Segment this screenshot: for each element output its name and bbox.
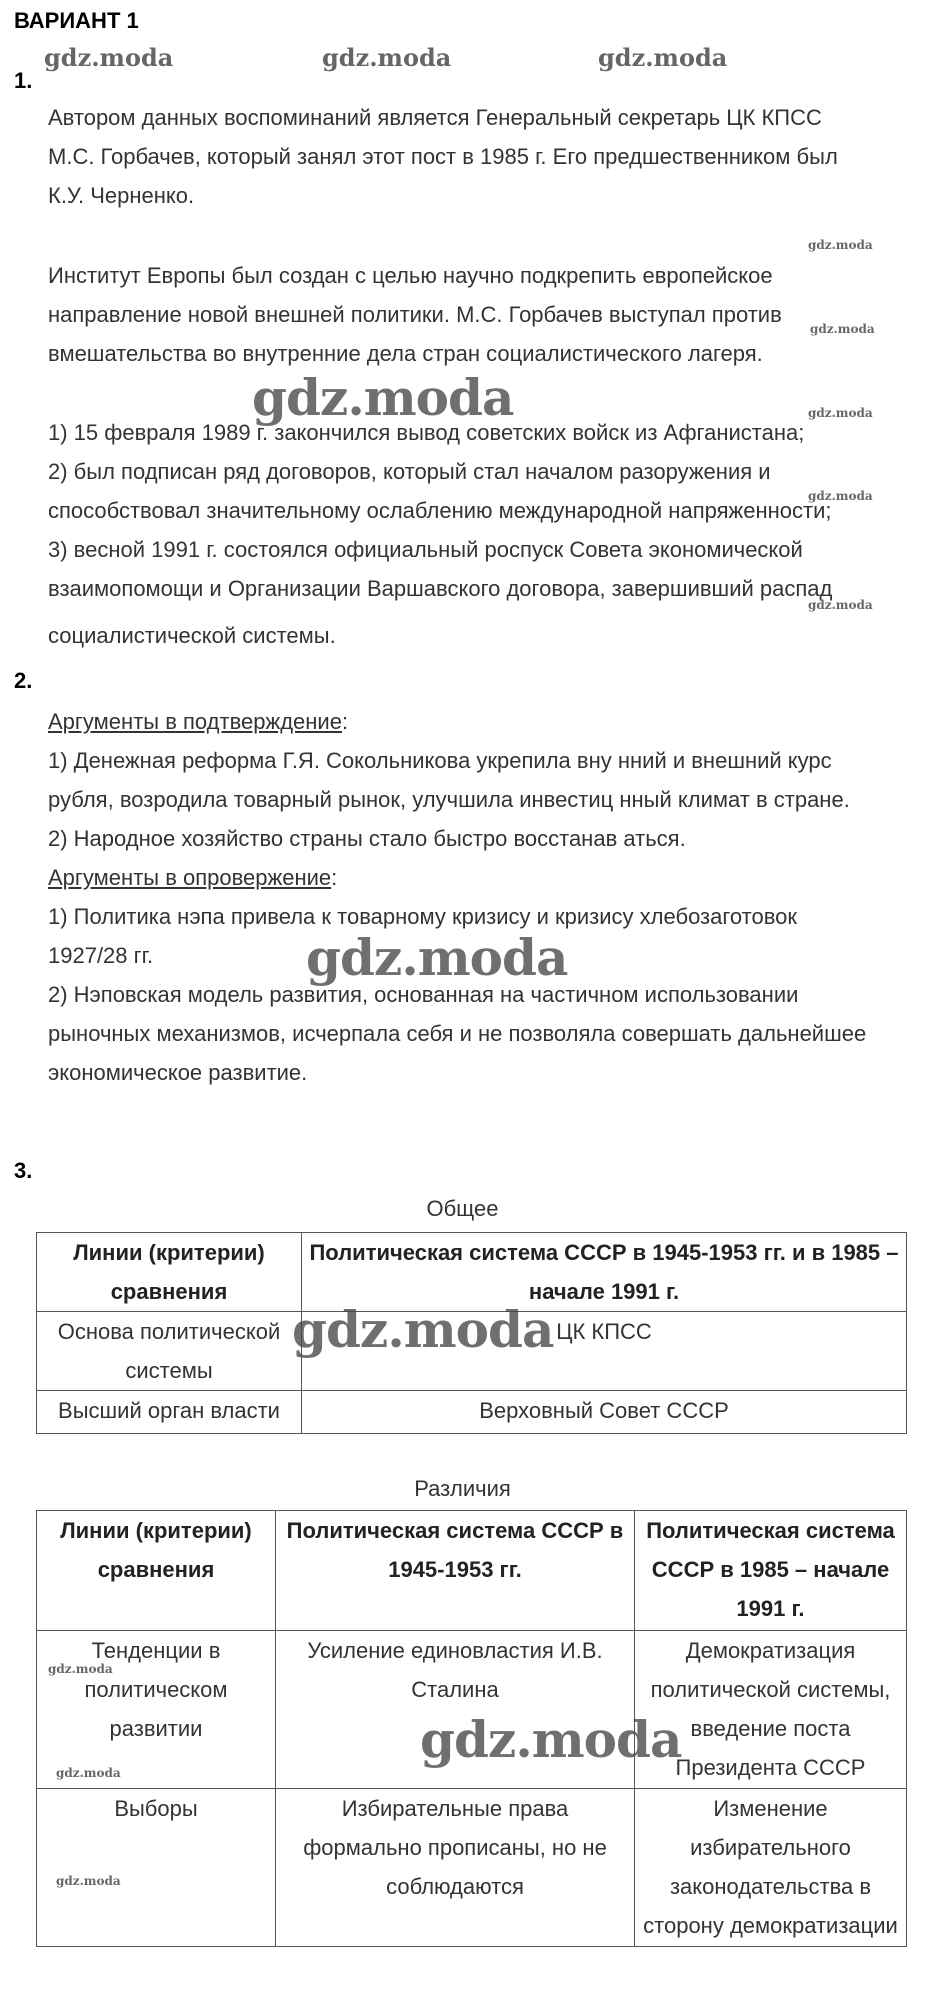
pro-heading: Аргументы в подтверждение [48, 709, 342, 734]
table-cell: Верховный Совет СССР [302, 1391, 907, 1434]
table-cell: Избирательные права формально прописаны, но не соблюдаются [276, 1789, 635, 1947]
text-line: 1) Политика нэпа привела к товарному кризису и кризису хлебозаготовок [48, 904, 798, 929]
table-cell: ЦК КПСС [302, 1312, 907, 1391]
watermark: gdz.moda [56, 1874, 121, 1888]
watermark: gdz.moda [808, 406, 873, 420]
text-line: вмешательства во внутренние дела стран социалистического лагеря. [48, 341, 763, 366]
text-line: 2) был подписан ряд договоров, который стал началом разоружения и [48, 459, 771, 484]
text-line: 1927/28 гг. [48, 943, 154, 968]
con-heading-line [48, 858, 337, 897]
text-line: М.С. Горбачев, который занял этот пост в 1985 г. Его предшественником был [48, 144, 838, 169]
watermark: gdz.moda [292, 1300, 554, 1359]
watermark: gdz.moda [322, 43, 452, 72]
header-cell: Политическая система СССР в 1945-1953 гг. [276, 1511, 635, 1631]
text-line: Институт Европы был создан с целью научно подкрепить европейское [48, 263, 773, 288]
text-line: социалистической системы. [48, 623, 336, 648]
table-cell: Тенденции в политическом развитии [37, 1631, 276, 1789]
table-caption-common: Общее [426, 1196, 499, 1221]
text-line: направление новой внешней политики. М.С. Горбачев выступал против [48, 302, 782, 327]
text-line: способствовал значительному ослаблению международной напряженности; [48, 498, 832, 523]
pro-heading-line [48, 702, 348, 741]
watermark: gdz.moda [808, 598, 873, 612]
text-line: взаимопомощи и Организации Варшавского договора, завершивший распад [48, 576, 833, 601]
watermark: gdz.moda [598, 43, 728, 72]
header-cell: Линии (критерии) сравнения [37, 1233, 302, 1312]
table-cell: Выборы [37, 1789, 276, 1947]
watermark: gdz.moda [420, 1710, 682, 1769]
table-cell: Изменение избирательного законодательства в сторону демократизации [635, 1789, 907, 1947]
colon: : [341, 709, 349, 734]
table-cell: Основа политической системы [37, 1312, 302, 1391]
text-line: рыночных механизмов, исчерпала себя и не позволяла совершать дальнейшее [48, 1021, 867, 1046]
watermark: gdz.moda [808, 489, 873, 503]
question-number: 1. [14, 68, 33, 93]
watermark: gdz.moda [252, 368, 514, 427]
header-cell: Политическая система СССР в 1945-1953 гг. и в 1985 – начале 1991 г. [302, 1233, 907, 1312]
watermark: gdz.moda [44, 43, 174, 72]
text-line: рубля, возродила товарный рынок, улучшила инвестиц нный климат в стране. [48, 787, 850, 812]
watermark: gdz.moda [808, 238, 873, 252]
text-line: 2) Народное хозяйство страны стало быстро восстанав аться. [48, 826, 686, 851]
text-line: 3) весной 1991 г. состоялся официальный роспуск Совета экономической [48, 537, 803, 562]
con-heading: Аргументы в опровержение [48, 865, 332, 890]
text-line: 2) Нэповская модель развития, основанная на частичном использовании [48, 982, 799, 1007]
question-number: 2. [14, 668, 33, 693]
table-cell: Демократизация политической системы, введение поста Президента СССР [635, 1631, 907, 1789]
watermark: gdz.moda [306, 928, 568, 987]
text-line: экономическое развитие. [48, 1060, 308, 1085]
text-line: 1) Денежная реформа Г.Я. Сокольникова укрепила вну нний и внешний курс [48, 748, 832, 773]
colon: : [331, 865, 338, 890]
watermark: gdz.moda [56, 1766, 121, 1780]
header-cell: Политическая система СССР в 1985 – начале 1991 г. [635, 1511, 907, 1631]
text-line: Автором данных воспоминаний является Генеральный секретарь ЦК КПСС [48, 105, 822, 130]
text-line: 1) 15 февраля 1989 г. закончился вывод советских войск из Афганистана; [48, 420, 805, 445]
table-caption-differences: Различия [414, 1476, 511, 1501]
table-cell: Усиление единовластия И.В. Сталина [276, 1631, 635, 1789]
variant-title: ВАРИАНТ 1 [14, 8, 139, 33]
watermark: gdz.moda [810, 322, 875, 336]
watermark: gdz.moda [48, 1662, 113, 1676]
text-line: К.У. Черненко. [48, 183, 195, 208]
question-number: 3. [14, 1158, 33, 1183]
table-cell: Высший орган власти [37, 1391, 302, 1434]
header-cell: Линии (критерии) сравнения [37, 1511, 276, 1631]
